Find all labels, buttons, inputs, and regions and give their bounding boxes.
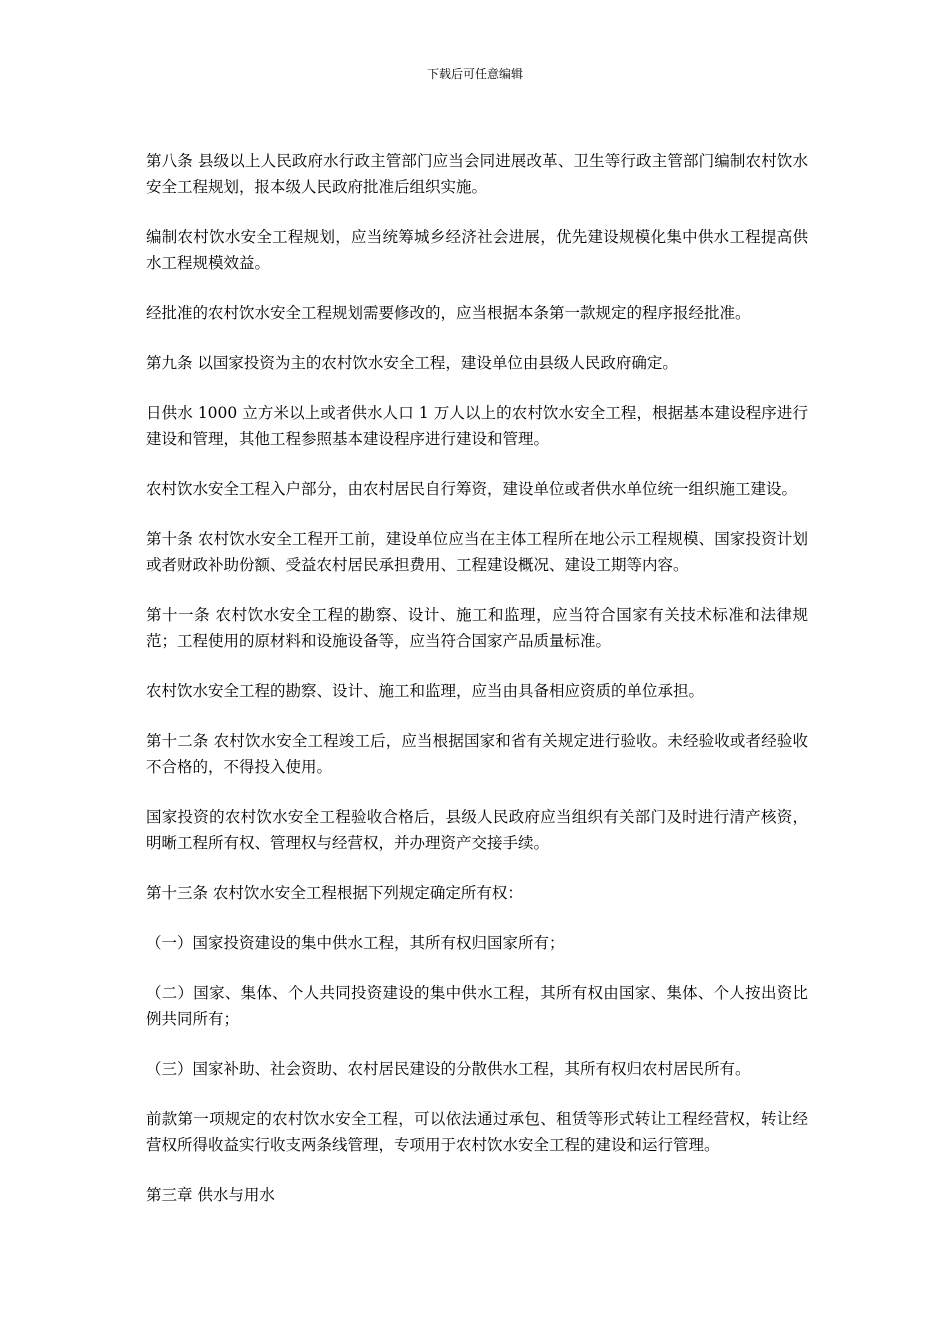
paragraph-daily-supply: 日供水 1000 立方米以上或者供水人口 1 万人以上的农村饮水安全工程，根据基本建设程序进行建设和管理，其他工程参照基本建设程序进行建设和管理。 bbox=[146, 404, 808, 448]
paragraph-article-8: 第八条 县级以上人民政府水行政主管部门应当会同进展改革、卫生等行政主管部门编制农村饮水安全工程规划，报本级人民政府批准后组织实施。 bbox=[146, 152, 808, 196]
paragraph-item-2: （二）国家、集体、个人共同投资建设的集中供水工程，其所有权由国家、集体、个人按出资比例共同所有； bbox=[146, 984, 808, 1028]
chapter-heading: 第三章 供水与用水 bbox=[146, 1186, 275, 1204]
paragraph-plan-revision: 经批准的农村饮水安全工程规划需要修改的，应当根据本条第一款规定的程序报经批准。 bbox=[146, 304, 751, 322]
document-body bbox=[146, 148, 808, 1232]
paragraph-household-connection: 农村饮水安全工程入户部分，由农村居民自行筹资，建设单位或者供水单位统一组织施工建设。 bbox=[146, 480, 798, 498]
paragraph-planning: 编制农村饮水安全工程规划，应当统筹城乡经济社会进展，优先建设规模化集中供水工程提高供水工程规模效益。 bbox=[146, 228, 808, 272]
paragraph-article-10: 第十条 农村饮水安全工程开工前，建设单位应当在主体工程所在地公示工程规模、国家投资计划或者财政补助份额、受益农村居民承担费用、工程建设概况、建设工期等内容。 bbox=[146, 530, 808, 574]
paragraph-article-9: 第九条 以国家投资为主的农村饮水安全工程，建设单位由县级人民政府确定。 bbox=[146, 354, 678, 372]
page-header-note: 下载后可任意编辑 bbox=[426, 67, 523, 81]
paragraph-item-1: （一）国家投资建设的集中供水工程，其所有权归国家所有； bbox=[146, 934, 565, 952]
paragraph-operating-rights: 前款第一项规定的农村饮水安全工程，可以依法通过承包、租赁等形式转让工程经营权，转让经营权所得收益实行收支两条线管理，专项用于农村饮水安全工程的建设和运行管理。 bbox=[146, 1110, 808, 1154]
paragraph-item-3: （三）国家补助、社会资助、农村居民建设的分散供水工程，其所有权归农村居民所有。 bbox=[146, 1060, 751, 1078]
paragraph-article-13: 第十三条 农村饮水安全工程根据下列规定确定所有权： bbox=[146, 884, 523, 902]
paragraph-article-11: 第十一条 农村饮水安全工程的勘察、设计、施工和监理，应当符合国家有关技术标准和法律规范；工程使用的原材料和设施设备等，应当符合国家产品质量标准。 bbox=[146, 606, 808, 650]
paragraph-qualification: 农村饮水安全工程的勘察、设计、施工和监理，应当由具备相应资质的单位承担。 bbox=[146, 682, 705, 700]
paragraph-article-12: 第十二条 农村饮水安全工程竣工后，应当根据国家和省有关规定进行验收。未经验收或者经验收不合格的，不得投入使用。 bbox=[146, 732, 808, 776]
paragraph-asset-verification: 国家投资的农村饮水安全工程验收合格后，县级人民政府应当组织有关部门及时进行清产核资，明晰工程所有权、管理权与经营权，并办理资产交接手续。 bbox=[146, 808, 808, 852]
